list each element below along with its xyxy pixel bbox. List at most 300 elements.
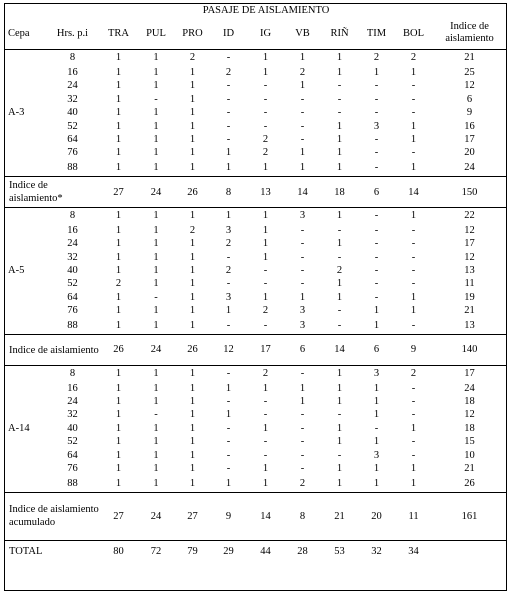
value-cell: 1 [225,210,232,222]
value-cell: 1 [336,147,343,159]
value-cell: 1 [115,396,122,407]
value-cell: 1 [115,368,122,380]
value-cell: 1 [410,477,417,489]
summary-value-cell: 26 [187,186,198,198]
value-cell: - [226,422,231,434]
total-value-cell: 32 [371,545,382,557]
value-cell: - [411,147,416,159]
value-cell: 2 [410,368,417,380]
value-cell: 2 [299,66,306,78]
value-cell: 1 [336,120,343,132]
value-cell: 1 [189,162,196,174]
value-cell: - [154,409,158,421]
table-row [5,277,507,290]
value-cell: 1 [336,436,343,448]
table-row [5,208,507,224]
hours-cell: 40 [67,422,78,434]
value-cell: 2 [262,147,269,159]
value-cell: - [226,251,231,263]
value-cell: 1 [153,320,159,332]
index-cell: 20 [464,147,475,159]
value-cell: 1 [410,422,417,434]
strain-cell [5,224,45,237]
index-cell: 13 [464,320,475,332]
hours-cell: 76 [67,305,78,317]
value-cell: - [226,278,231,290]
value-cell: 1 [373,320,380,332]
summary-value-cell: 14 [408,186,419,198]
table-row [5,50,507,66]
index-cell: 17 [464,238,475,250]
strain-cell [5,395,45,408]
table-row [5,304,507,317]
index-cell: 6 [466,93,473,105]
table-row [5,366,507,382]
value-cell: 1 [336,133,343,145]
value-cell: 1 [299,80,306,92]
value-cell: - [374,291,379,303]
table-row [5,146,507,159]
table-row [5,93,507,106]
summary-value-cell: 6 [373,344,380,356]
value-cell: - [374,162,379,174]
value-cell: 1 [410,291,417,303]
index-cell: 12 [464,224,475,236]
value-cell: 1 [153,147,159,159]
index-cell: 17 [464,368,475,380]
value-cell: 2 [373,52,380,64]
value-cell: - [226,93,231,105]
value-cell: 1 [153,305,159,317]
value-cell: 2 [225,238,232,250]
value-cell: 3 [373,368,380,380]
value-cell: - [300,133,305,145]
value-cell: 1 [336,278,343,290]
index-cell: 21 [464,305,475,317]
value-cell: 1 [189,264,196,276]
value-cell: 1 [336,210,343,222]
value-cell: 1 [115,320,122,332]
value-cell: 1 [189,305,196,317]
value-cell: 1 [115,120,122,132]
hours-cell: 8 [69,52,76,64]
value-cell: 1 [410,463,417,475]
strain-cell [5,120,45,133]
hours-cell: 64 [67,291,78,303]
value-cell: 1 [262,422,269,434]
hours-cell: 76 [67,147,78,159]
table-title: PASAJE DE AISLAMIENTO [202,5,330,16]
index-cell: 21 [464,463,475,475]
value-cell: 1 [115,436,122,448]
value-cell: 1 [336,162,343,174]
index-cell: 18 [464,422,475,434]
value-cell: - [374,93,379,105]
value-cell: 1 [153,107,159,119]
value-cell: 1 [189,251,196,263]
title-row [5,4,507,17]
value-cell: 1 [153,264,159,276]
index-cell: 11 [464,278,475,290]
value-cell: - [300,93,305,105]
table-row [5,251,507,264]
value-cell: - [411,449,416,461]
hours-cell: 16 [67,224,78,236]
value-cell: 1 [189,422,196,434]
strain-cell [5,66,45,79]
index-cell: 12 [464,80,475,92]
value-cell: 1 [153,238,159,250]
total-value-cell: 72 [150,545,162,557]
strain-cell [5,160,45,177]
value-cell: - [374,251,379,263]
value-cell: 1 [262,52,269,64]
value-cell: - [300,224,305,236]
value-cell: - [337,107,342,119]
value-cell: 1 [153,162,159,174]
value-cell: 1 [153,422,159,434]
index-cell: 24 [464,382,475,394]
value-cell: - [300,107,305,119]
value-cell: 1 [115,147,122,159]
value-cell: 1 [299,147,306,159]
value-cell: 2 [225,66,232,78]
value-cell: 2 [189,224,196,236]
index-cell: 19 [464,291,475,303]
value-cell: - [226,80,231,92]
isolation-table [5,4,507,562]
value-cell: 1 [373,66,380,78]
value-cell: 1 [225,147,232,159]
hours-cell: 64 [67,133,78,145]
summary-value-cell: 18 [334,186,345,198]
value-cell: 1 [189,382,196,394]
value-cell: 1 [336,52,343,64]
hours-cell: 52 [67,436,78,448]
value-cell: - [374,422,379,434]
value-cell: 1 [299,382,306,394]
hours-cell: 88 [67,320,78,332]
value-cell: 1 [189,66,196,78]
value-cell: 2 [225,264,232,276]
value-cell: - [411,224,416,236]
table-row [5,382,507,395]
hours-cell: 40 [67,264,78,276]
value-cell: 1 [153,278,159,290]
table-row [5,133,507,146]
value-cell: 1 [153,368,159,380]
value-cell: 1 [262,210,269,222]
value-cell: - [300,422,305,434]
table-row [5,106,507,119]
total-label: TOTAL [9,546,43,558]
value-cell: - [374,133,379,145]
value-cell: 1 [189,396,196,407]
value-cell: 1 [115,52,122,64]
value-cell: 1 [153,251,159,263]
column-header: Hrs. p.i [56,27,89,39]
table-row [5,224,507,237]
value-cell: 1 [262,238,269,250]
hours-cell: 24 [67,396,78,407]
value-cell: 1 [189,320,196,332]
summary-value-cell: 27 [113,186,124,198]
strain-cell [5,366,45,382]
summary-row [5,492,507,540]
value-cell: 1 [153,210,159,222]
value-cell: 1 [115,422,122,434]
value-cell: - [263,436,268,448]
value-cell: - [374,80,379,92]
value-cell: - [337,80,342,92]
hours-cell: 16 [67,382,78,394]
summary-value-cell: 24 [150,344,162,356]
table-row [5,449,507,462]
value-cell: - [374,147,379,159]
value-cell: 1 [299,52,306,64]
value-cell: 1 [373,477,380,489]
summary-value-cell: 8 [299,510,306,522]
value-cell: - [226,368,231,380]
index-cell: 12 [464,251,475,263]
value-cell: - [226,320,231,332]
table-row [5,160,507,177]
column-header: BOL [403,27,425,39]
index-cell: 9 [466,107,473,119]
table-row [5,395,507,408]
summary-value-cell: 27 [187,510,198,522]
value-cell: 2 [262,133,269,145]
table-row [5,408,507,421]
table-row [5,435,507,448]
column-header: PRO [182,27,203,39]
index-cell: 26 [464,477,475,489]
strain-cell [5,408,45,421]
summary-value-cell: 14 [334,344,345,356]
value-cell: - [337,224,342,236]
value-cell: - [337,251,342,263]
strain-cell [5,449,45,462]
value-cell: 1 [153,477,159,489]
strain-cell: A-3 [8,107,25,119]
index-cell: 17 [464,133,475,145]
hours-cell: 24 [67,238,78,250]
summary-value-cell: 9 [225,510,232,522]
strain-cell [5,277,45,290]
value-cell: - [411,93,416,105]
value-cell: 1 [410,305,417,317]
value-cell: - [226,120,231,132]
value-cell: 1 [336,396,343,407]
value-cell: 2 [262,305,269,317]
value-cell: 1 [299,396,306,407]
total-row [5,540,507,562]
value-cell: 1 [373,305,380,317]
value-cell: - [226,436,231,448]
value-cell: - [411,409,416,421]
summary-value-cell: 27 [113,510,124,522]
value-cell: 1 [115,264,122,276]
value-cell: 2 [115,278,122,290]
value-cell: 2 [189,52,196,64]
value-cell: 1 [262,291,269,303]
hours-cell: 32 [67,251,78,263]
strain-cell [5,462,45,475]
summary-value-cell: 24 [150,186,162,198]
value-cell: 1 [373,382,380,394]
strain-cell [5,208,45,224]
value-cell: - [337,449,342,461]
value-cell: 1 [189,210,196,222]
value-cell: 1 [299,291,306,303]
summary-value-cell: 6 [299,344,306,356]
value-cell: - [374,278,379,290]
strain-cell: A-14 [8,422,30,434]
value-cell: - [300,368,305,380]
index-cell: 10 [464,449,475,461]
value-cell: 1 [189,147,196,159]
value-cell: 1 [153,52,159,64]
value-cell: - [263,80,268,92]
value-cell: - [300,463,305,475]
value-cell: 1 [262,382,269,394]
value-cell: 3 [299,305,306,317]
value-cell: - [263,278,268,290]
strain-cell [5,304,45,317]
summary-row [5,177,507,208]
value-cell: - [411,278,416,290]
column-header: TIM [366,27,387,39]
hours-cell: 40 [67,107,78,119]
value-cell: 1 [225,382,232,394]
value-cell: 1 [336,368,343,380]
summary-value-cell: 26 [187,344,198,356]
summary-index-cell: 150 [461,186,478,198]
value-cell: - [263,107,268,119]
value-cell: 1 [262,251,269,263]
summary-value-cell: 9 [410,344,417,356]
strain-cell [5,50,45,66]
value-cell: 1 [115,107,122,119]
total-value-cell: 28 [297,545,308,557]
value-cell: 3 [299,210,306,222]
value-cell: 1 [153,436,159,448]
value-cell: 1 [153,224,159,236]
value-cell: - [374,264,379,276]
value-cell: - [337,320,342,332]
value-cell: - [374,224,379,236]
hours-cell: 52 [67,278,78,290]
index-cell: 21 [464,52,475,64]
value-cell: 2 [299,477,306,489]
summary-value-cell: 8 [225,186,232,198]
value-cell: 1 [115,477,122,489]
value-cell: 1 [225,409,232,421]
value-cell: 1 [262,463,269,475]
strain-cell [5,133,45,146]
header-row [5,17,507,50]
value-cell: 1 [189,107,196,119]
strain-cell [5,146,45,159]
hours-cell: 88 [67,477,78,489]
column-header: IG [259,27,272,39]
value-cell: 1 [336,66,343,78]
index-cell: 16 [464,120,475,132]
value-cell: 1 [336,463,343,475]
value-cell: - [263,396,268,407]
column-header: Cepa [8,27,30,39]
value-cell: - [300,436,305,448]
table-row [5,462,507,475]
total-value-cell: 80 [113,545,124,557]
value-cell: 1 [153,80,159,92]
value-cell: 3 [225,224,232,236]
table-row [5,79,507,92]
column-header: Indice de aislamiento [445,21,494,45]
value-cell: 1 [189,291,196,303]
value-cell: 3 [299,320,306,332]
hours-cell: 8 [69,210,76,222]
value-cell: - [374,107,379,119]
value-cell: - [263,120,268,132]
value-cell: 1 [262,66,269,78]
summary-value-cell: 17 [260,344,271,356]
value-cell: - [154,291,158,303]
hours-cell: 64 [67,449,78,461]
table-row [5,475,507,492]
value-cell: 3 [225,291,232,303]
hours-cell: 76 [67,463,78,475]
value-cell: 1 [189,93,196,105]
value-cell: 1 [262,162,269,174]
column-header: PUL [146,27,166,39]
value-cell: - [411,251,416,263]
value-cell: - [337,93,342,105]
value-cell: 1 [115,224,122,236]
value-cell: - [411,396,416,407]
value-cell: - [300,409,305,421]
strain-cell [5,93,45,106]
value-cell: 2 [410,52,417,64]
summary-value-cell: 11 [408,510,419,522]
total-value-cell: 44 [260,545,271,557]
value-cell: 1 [189,463,196,475]
value-cell: 1 [336,382,343,394]
strain-cell [5,435,45,448]
strain-cell [5,79,45,92]
strain-cell: A-5 [8,264,25,276]
summary-value-cell: 12 [223,344,234,356]
value-cell: 1 [153,120,159,132]
value-cell: 1 [189,368,196,380]
value-cell: 1 [153,133,159,145]
hours-cell: 52 [67,120,78,132]
value-cell: 1 [115,382,122,394]
summary-label: Indice de aislamiento [9,344,99,356]
value-cell: 1 [153,396,159,407]
summary-index-cell: 140 [461,344,478,356]
value-cell: - [226,107,231,119]
value-cell: - [300,264,305,276]
table-row [5,237,507,250]
table-row [5,66,507,79]
value-cell: 1 [336,238,343,250]
summary-value-cell: 6 [373,186,380,198]
value-cell: 1 [262,477,269,489]
value-cell: - [300,278,305,290]
value-cell: 1 [373,463,380,475]
value-cell: - [263,409,268,421]
